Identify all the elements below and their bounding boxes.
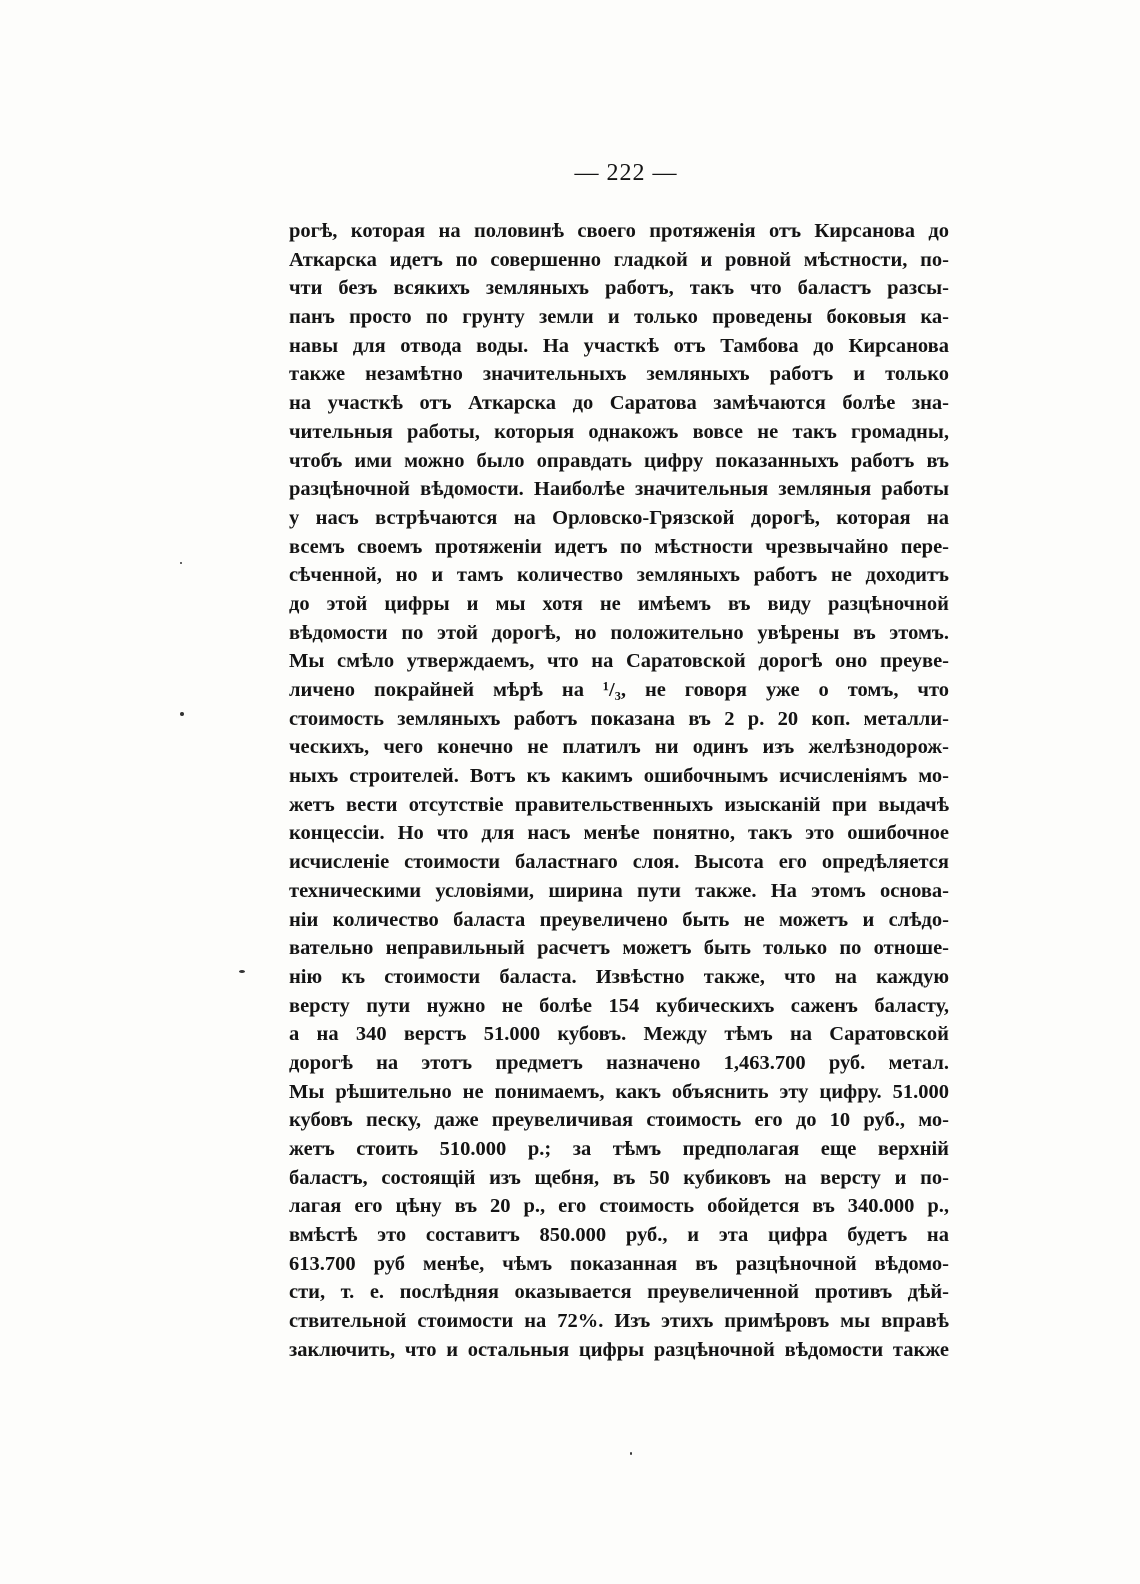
- text-line: стоимость земляныхъ работъ показана въ 2 р. 20 коп. металли-: [289, 707, 949, 730]
- text-line: чти безъ всякихъ земляныхъ работъ, такъ что баластъ разсы-: [289, 277, 949, 300]
- text-line: кубовъ песку, даже преувеличивая стоимость его до 10 руб., мо-: [289, 1109, 949, 1132]
- scan-speck: [239, 970, 245, 973]
- text-line: всемъ своемъ протяженіи идетъ по мѣстности чрезвычайно пере-: [289, 535, 949, 558]
- text-line: сѣченной, но и тамъ количество земляныхъ работъ не доходитъ: [289, 564, 949, 587]
- text-line: личено покрайней мѣрѣ на ¹/₃, не говоря уже о томъ, что: [289, 679, 949, 701]
- text-line: также незамѣтно значительныхъ земляныхъ работъ и только: [289, 363, 949, 386]
- text-line: жетъ вести отсутствіе правительственныхъ изысканій при выдачѣ: [289, 793, 949, 816]
- text-line: жетъ стоить 510.000 р.; за тѣмъ предполагая еще верхній: [289, 1138, 949, 1160]
- text-line: ческихъ, чего конечно не платилъ ни одинъ изъ желѣзнодорож-: [289, 736, 949, 759]
- text-line: на участкѣ отъ Аткарска до Саратова замѣчаются болѣе зна-: [289, 392, 949, 415]
- text-line: дорогѣ на этотъ предметъ назначено 1,463.700 руб. метал.: [289, 1051, 949, 1074]
- text-line: разцѣночной вѣдомости. Наиболѣе значительныя земляныя работы: [289, 478, 949, 501]
- scan-speck: [630, 1452, 632, 1455]
- text-line: а на 340 верстъ 51.000 кубовъ. Между тѣмъ на Саратовской: [289, 1023, 949, 1046]
- text-line: исчисленіе стоимости баластнаго слоя. Высота его опредѣляется: [289, 851, 949, 874]
- text-line: ныхъ строителей. Вотъ къ какимъ ошибочнымъ исчисленіямъ мо-: [289, 765, 949, 788]
- text-line: рогѣ, которая на половинѣ своего протяженія отъ Кирсанова до: [289, 220, 949, 242]
- text-line: лагая его цѣну въ 20 р., его стоимость обойдется въ 340.000 р.,: [289, 1195, 949, 1218]
- text-line: Аткарска идетъ по совершенно гладкой и ровной мѣстности, по-: [289, 248, 949, 271]
- text-line: баластъ, состоящій изъ щебня, въ 50 кубиковъ на версту и по-: [289, 1166, 949, 1189]
- text-line: версту пути нужно не болѣе 154 кубическихъ саженъ баласту,: [289, 994, 949, 1017]
- text-line: вмѣстѣ это составитъ 850.000 руб., и эта цифра будетъ на: [289, 1224, 949, 1247]
- page-number-text: — 222 —: [574, 160, 678, 186]
- page-number: [0, 160, 1140, 187]
- text-line: у насъ встрѣчаются на Орловско-Грязской дорогѣ, которая на: [289, 506, 949, 529]
- text-line: ствительной стоимости на 72%. Изъ этихъ примѣровъ мы вправѣ: [289, 1310, 949, 1333]
- text-line: 613.700 руб менѣе, чѣмъ показанная въ разцѣночной вѣдомо-: [289, 1252, 949, 1275]
- text-line: чительныя работы, которыя однакожъ вовсе не такъ громадны,: [289, 420, 949, 443]
- text-line: до этой цифры и мы хотя не имѣемъ въ виду разцѣночной: [289, 592, 949, 615]
- text-line: вѣдомости по этой дорогѣ, но положительно увѣрены въ этомъ.: [289, 621, 949, 644]
- text-line: чтобъ ими можно было оправдать цифру показанныхъ работъ въ: [289, 449, 949, 472]
- text-line: заключить, что и остальныя цифры разцѣночной вѣдомости также: [289, 1338, 949, 1361]
- text-line: нію къ стоимости баласта. Извѣстно также, что на каждую: [289, 965, 949, 988]
- scan-speck: [180, 712, 184, 716]
- text-line: панъ просто по грунту земли и только проведены боковыя ка-: [289, 306, 949, 329]
- body-text: [289, 217, 949, 1365]
- text-line: Мы смѣло утверждаемъ, что на Саратовской дорогѣ оно преуве-: [289, 650, 949, 673]
- text-line: вательно неправильный расчетъ можетъ быть только по отноше-: [289, 937, 949, 960]
- text-line: навы для отвода воды. На участкѣ отъ Тамбова до Кирсанова: [289, 334, 949, 357]
- text-line: Мы рѣшительно не понимаемъ, какъ объяснить эту цифру. 51.000: [289, 1080, 949, 1103]
- text-line: сти, т. е. послѣдняя оказывается преувеличенной противъ дѣй-: [289, 1281, 949, 1304]
- scan-speck: [180, 562, 182, 564]
- text-line: концессіи. Но что для насъ менѣе понятно, такъ это ошибочное: [289, 822, 949, 845]
- text-line: техническими условіями, ширина пути также. На этомъ основа-: [289, 879, 949, 902]
- text-line: ніи количество баласта преувеличено быть не можетъ и слѣдо-: [289, 908, 949, 931]
